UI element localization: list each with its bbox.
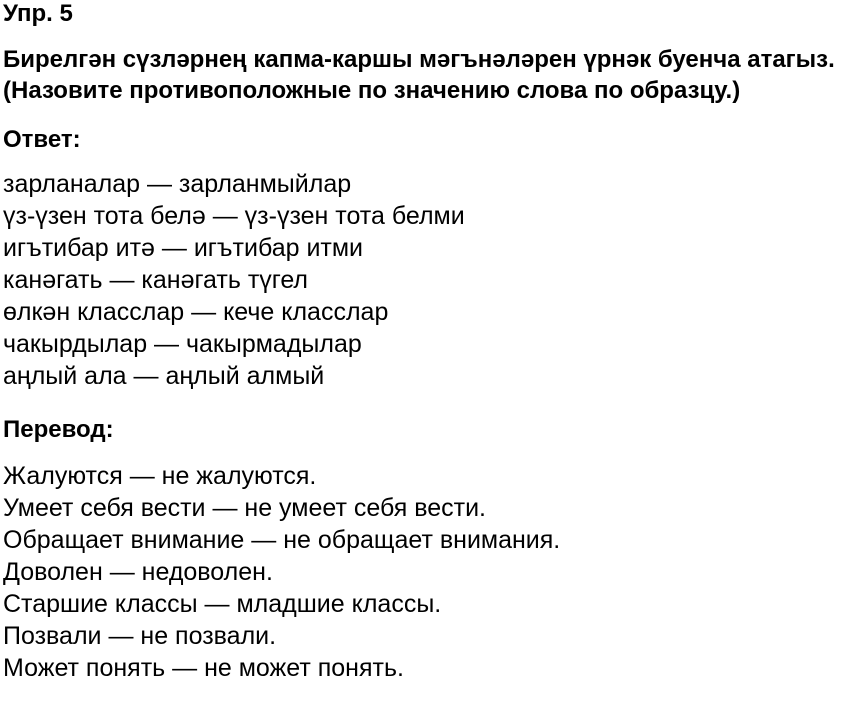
exercise-title: Упр. 5 xyxy=(3,0,73,27)
translation-list xyxy=(3,460,865,684)
answer-line: игътибар итә — игътибар итми xyxy=(3,234,364,262)
translation-line: Обращает внимание — не обращает внимания. xyxy=(3,526,561,554)
translation-heading: Перевод: xyxy=(3,416,114,443)
answer-heading: Ответ: xyxy=(3,126,81,153)
translation-line: Умеет себя вести — не умеет себя вести. xyxy=(3,494,486,522)
answer-line: үз-үзен тота белә — үз-үзен тота белми xyxy=(3,202,465,230)
answer-line: аңлый ала — аңлый алмый xyxy=(3,362,325,390)
translation-line: Может понять — не может понять. xyxy=(3,654,404,682)
task-statement: Бирелгән сүзләрнең капма-каршы мәгънәләрен үрнәк буенча атагыз. (Назовите противоположные по значению слова по образцу.) xyxy=(3,46,835,104)
translation-line: Жалуются — не жалуются. xyxy=(3,462,317,490)
exercise-page xyxy=(3,0,865,684)
translation-line: Позвали — не позвали. xyxy=(3,622,277,650)
answer-line: өлкән класслар — кече класслар xyxy=(3,298,389,326)
answer-line: канәгать — канәгать түгел xyxy=(3,266,309,294)
answer-list xyxy=(3,168,865,392)
answer-line: чакырдылар — чакырмадылар xyxy=(3,330,362,358)
translation-line: Старшие классы — младшие классы. xyxy=(3,590,442,618)
translation-line: Доволен — недоволен. xyxy=(3,558,273,586)
answer-line: зарланалар — зарланмыйлар xyxy=(3,170,352,198)
